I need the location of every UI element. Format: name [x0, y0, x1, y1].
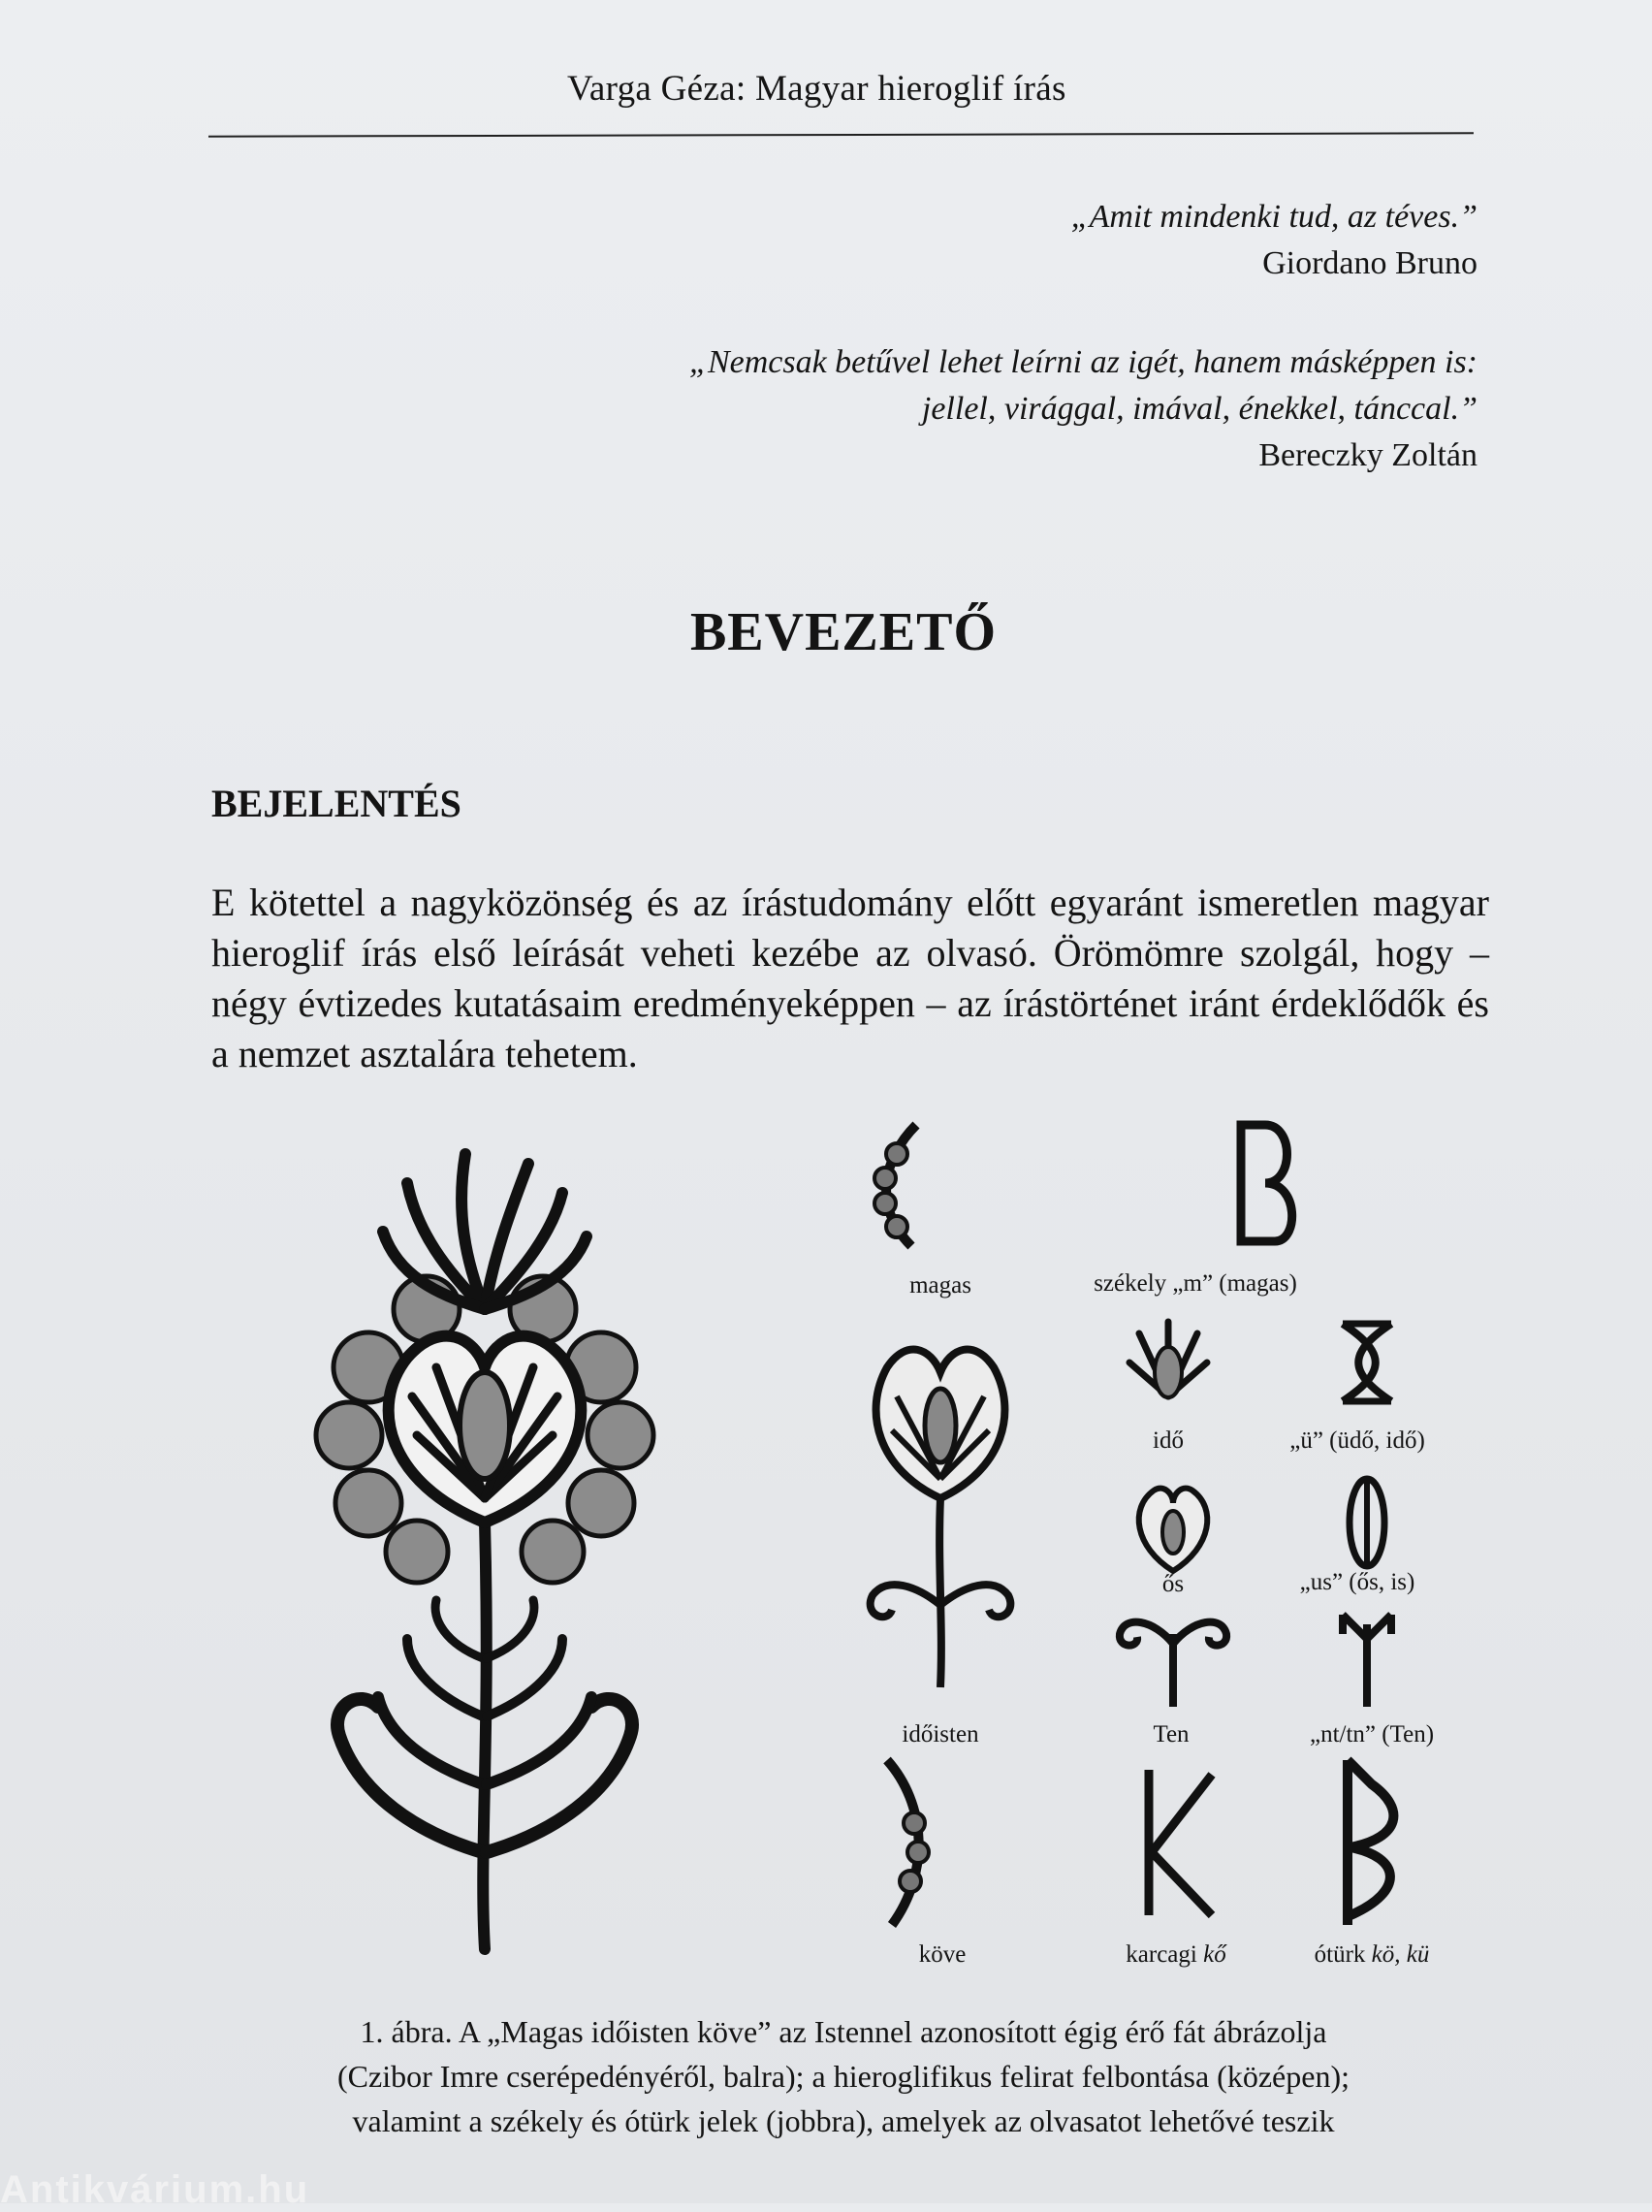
figure-1	[271, 1115, 1532, 1988]
glyph-karcagi-ko	[1134, 1765, 1222, 1920]
hieroglyph-idoisten-flower	[858, 1314, 1023, 1692]
label-kove: köve	[918, 1941, 967, 1968]
epigraph-bruno	[1071, 194, 1477, 287]
label-ido: idő	[1153, 1427, 1184, 1454]
body-paragraph: E kötettel a nagyközönség és az írástudomány előtt egyaránt ismeretlen magyar hieroglif írás első leírását veheti kezébe az olvasó. Örömömre szolgál, hogy – négy évtizedes kutatásaim eredményeképpen – az írástörténet iránt érdeklődők és a nemzet asztalára tehetem.	[211, 881, 1489, 1075]
glyph-u	[1328, 1314, 1406, 1411]
label-karcagi-italic: kő	[1203, 1941, 1226, 1968]
header-rule	[208, 132, 1474, 137]
label-u: „ü” (üdő, idő)	[1289, 1427, 1425, 1454]
caption-line: valamint a székely és ótürk jelek (jobbra), amelyek az olvasatot lehetővé teszik	[352, 2103, 1335, 2138]
label-oturk-text: ótürk	[1314, 1941, 1372, 1968]
label-os: ős	[1161, 1571, 1185, 1597]
label-us: „us” (ős, is)	[1299, 1569, 1415, 1595]
label-oturk-italic: kö, kü	[1371, 1941, 1430, 1968]
hieroglyph-kove	[868, 1755, 945, 1930]
glyph-oturk-ko	[1333, 1755, 1411, 1930]
chapter-title: BEVEZETŐ	[689, 602, 998, 662]
caption-line: 1. ábra. A „Magas időisten köve” az Istennel azonosított égig érő fát ábrázolja	[360, 2014, 1327, 2049]
label-oturk-ko	[1315, 1941, 1430, 1969]
hieroglyph-ido	[1120, 1314, 1217, 1411]
figure-caption	[223, 2009, 1464, 2143]
szekely-m-glyph	[1226, 1115, 1304, 1251]
tree-of-life-illustration	[271, 1115, 698, 1969]
watermark: Antikvárium.hu	[0, 2168, 310, 2211]
section-title: BEJELENTÉS	[211, 782, 461, 825]
epigraph-bereczky	[689, 339, 1477, 479]
hieroglyph-ten	[1110, 1605, 1236, 1712]
hieroglyph-magas	[858, 1120, 936, 1256]
label-karcagi-text: karcagi	[1126, 1941, 1204, 1968]
label-szekely-m: székely „m” (magas)	[1094, 1270, 1297, 1297]
caption-line: (Czibor Imre cserépedényéről, balra); a hieroglifikus felirat felbontása (középen);	[337, 2059, 1350, 2094]
epigraph-author: Bereczky Zoltán	[1258, 437, 1477, 473]
label-nt-tn: „nt/tn” (Ten)	[1309, 1721, 1435, 1747]
label-idoisten: időisten	[902, 1721, 979, 1747]
hieroglyph-os	[1125, 1479, 1222, 1576]
epigraph-quote-line: jellel, virággal, imával, énekkel, tánccal.”	[921, 391, 1477, 427]
label-magas: magas	[909, 1272, 971, 1298]
glyph-us	[1338, 1469, 1396, 1576]
glyph-nt-tn	[1333, 1605, 1401, 1712]
epigraph-quote: „Amit mindenki tud, az téves.”	[1070, 199, 1477, 235]
epigraph-quote-line: „Nemcsak betűvel lehet leírni az igét, hanem másképpen is:	[689, 344, 1477, 380]
label-karcagi-ko	[1126, 1941, 1225, 1969]
label-ten: Ten	[1153, 1721, 1190, 1747]
running-header: Varga Géza: Magyar hieroglif írás	[567, 69, 1066, 109]
epigraph-author: Giordano Bruno	[1262, 245, 1477, 281]
